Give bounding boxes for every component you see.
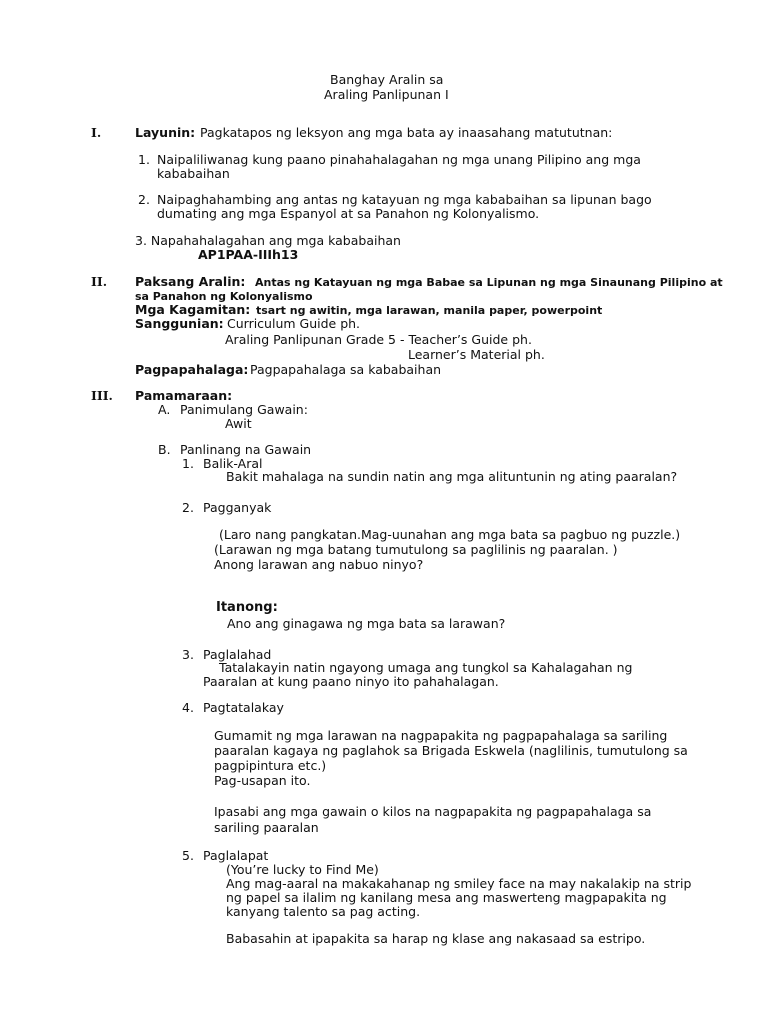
step-5-line-1: (You’re lucky to Find Me): [226, 862, 379, 877]
step-5-title: Paglalapat: [203, 848, 269, 863]
step-1-number: 1.: [182, 456, 194, 471]
paksang-aralin-line-2: sa Panahon ng Kolonyalismo: [135, 290, 313, 303]
mga-kagamitan-text: tsart ng awitin, mga larawan, manila paper, powerpoint: [256, 304, 603, 317]
section-3-number: III.: [91, 388, 113, 403]
objective-2-line-2: dumating ang mga Espanyol at sa Panahon ng Kolonyalismo.: [157, 206, 540, 221]
step-4-p2-line-1: Ipasabi ang mga gawain o kilos na nagpapakita ng pagpapahalaga sa: [214, 804, 652, 819]
step-3-number: 3.: [182, 647, 194, 662]
pagpapahalaga-text: Pagpapahalaga sa kababaihan: [250, 362, 442, 377]
objective-1-number: 1.: [138, 152, 150, 167]
step-2-line-2: (Larawan ng mga batang tumutulong sa paglilinis ng paaralan. ): [214, 542, 618, 557]
step-4-p1-line-4: Pag-usapan ito.: [214, 773, 311, 788]
sanggunian-line-2: Araling Panlipunan Grade 5 - Teacher’s Guide ph.: [225, 332, 532, 347]
part-a-letter: A.: [158, 402, 171, 417]
step-4-p1-line-1: Gumamit ng mga larawan na nagpapakita ng pagpapahalaga sa sariling: [214, 728, 668, 743]
pagpapahalaga-label: Pagpapahalaga:: [135, 362, 249, 377]
step-2-line-1: (Laro nang pangkatan.Mag-uunahan ang mga bata sa pagbuo ng puzzle.): [219, 527, 681, 542]
title-line-2: Araling Panlipunan I: [324, 87, 449, 102]
step-4-p2-line-2: sariling paaralan: [214, 820, 319, 835]
objective-2-line-1: Naipaghahambing ang antas ng katayuan ng mga kababaihan sa lipunan bago: [157, 192, 652, 207]
objective-1-line-2: kababaihan: [157, 166, 230, 181]
step-2-number: 2.: [182, 500, 194, 515]
sanggunian-text: Curriculum Guide ph.: [227, 316, 361, 331]
step-2-title: Pagganyak: [203, 500, 272, 515]
step-5-line-2: Ang mag-aaral na makakahanap ng smiley face na may nakalakip na strip: [226, 876, 692, 891]
part-a-body: Awit: [225, 416, 252, 431]
competency-code: AP1PAA-IIIh13: [198, 247, 299, 262]
step-3-line-2: Paaralan at kung paano ninyo ito pahahalagan.: [203, 674, 499, 689]
step-4-p1-line-3: pagpipintura etc.): [214, 758, 327, 773]
title-line-1: Banghay Aralin sa: [330, 72, 444, 87]
mga-kagamitan-label: Mga Kagamitan:: [135, 302, 251, 317]
objective-3: 3. Napahahalagahan ang mga kababaihan: [135, 233, 401, 248]
section-2-number: II.: [91, 274, 108, 289]
step-4-title: Pagtatalakay: [203, 700, 284, 715]
objective-2-number: 2.: [138, 192, 150, 207]
step-4-p1-line-2: paaralan kagaya ng paglahok sa Brigada Eskwela (naglilinis, tumutulong sa: [214, 743, 688, 758]
part-b-title: Panlinang na Gawain: [180, 442, 312, 457]
part-a-title: Panimulang Gawain:: [180, 402, 308, 417]
layunin-label: Layunin:: [135, 125, 196, 140]
sanggunian-label: Sanggunian:: [135, 316, 224, 331]
section-1-number: I.: [91, 125, 102, 140]
part-b-letter: B.: [158, 442, 171, 457]
step-3-title: Paglalahad: [203, 647, 272, 662]
step-1-title: Balik-Aral: [203, 456, 263, 471]
paksang-aralin-label: Paksang Aralin:: [135, 274, 246, 289]
step-2-line-3: Anong larawan ang nabuo ninyo?: [214, 557, 424, 572]
step-4-number: 4.: [182, 700, 194, 715]
step-3-line-1: Tatalakayin natin ngayong umaga ang tungkol sa Kahalagahan ng: [219, 660, 633, 675]
paksang-aralin-line-1: Antas ng Katayuan ng mga Babae sa Lipunan ng mga Sinaunang Pilipino at: [255, 276, 723, 289]
step-1-body: Bakit mahalaga na sundin natin ang mga alituntunin ng ating paaralan?: [226, 469, 678, 484]
objective-1-line-1: Naipaliliwanag kung paano pinahahalagahan ng mga unang Pilipino ang mga: [157, 152, 641, 167]
layunin-text: Pagkatapos ng leksyon ang mga bata ay inaasahang matututnan:: [200, 125, 613, 140]
sanggunian-line-3: Learner’s Material ph.: [408, 347, 545, 362]
itanong-text: Ano ang ginagawa ng mga bata sa larawan?: [227, 616, 506, 631]
step-5-line-5: Babasahin at ipapakita sa harap ng klase ang nakasaad sa estripo.: [226, 931, 646, 946]
step-5-line-4: kanyang talento sa pag acting.: [226, 904, 421, 919]
step-5-line-3: ng papel sa ilalim ng kanilang mesa ang maswerteng magpapakita ng: [226, 890, 667, 905]
itanong-label: Itanong:: [216, 600, 278, 615]
pamamaraan-label: Pamamaraan:: [135, 388, 233, 403]
step-5-number: 5.: [182, 848, 194, 863]
